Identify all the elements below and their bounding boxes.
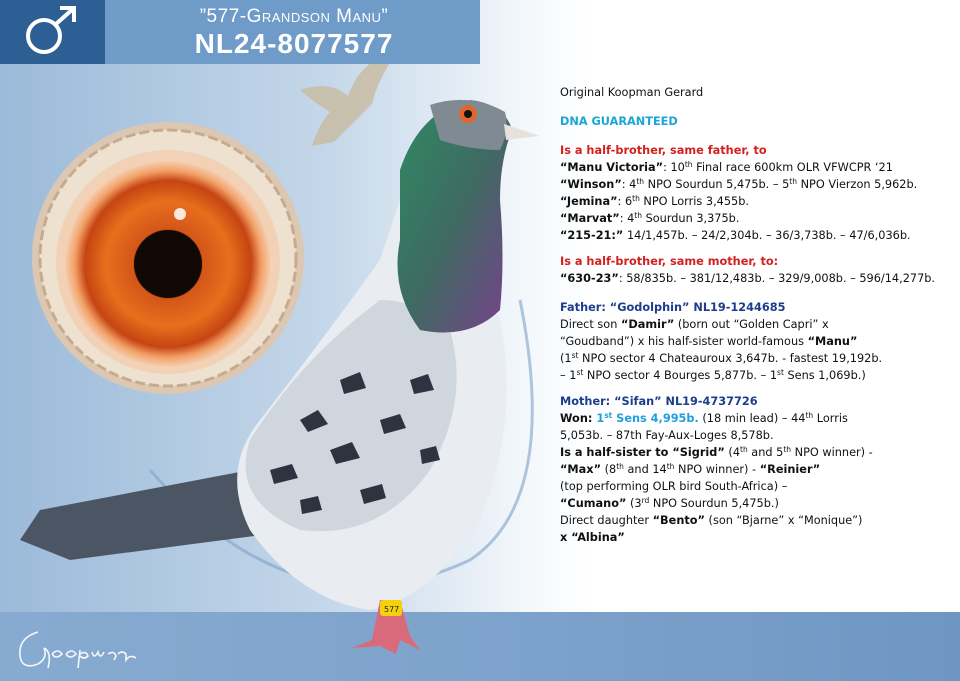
svg-text:577: 577 (384, 605, 400, 614)
pigeon-eye-image (32, 122, 304, 394)
father-line: (1st NPO sector 4 Chateauroux 3,647b. - fastest 19,192b. (560, 351, 883, 365)
sibling-row: “215-21:” 14/1,457b. – 24/2,304b. – 36/3,738b. – 47/6,036b. (560, 229, 911, 242)
father-line: – 1st NPO sector 4 Bourges 5,877b. – 1st Sens 1,069b.) (560, 368, 866, 382)
mother-line: x “Albina” (560, 531, 625, 544)
title-banner (0, 0, 480, 64)
mother-line: Won: 1st Sens 4,995b. (18 min lead) – 44th Lorris (560, 411, 848, 425)
father-line: Direct son “Damir” (born out “Golden Capri” x (560, 318, 829, 331)
pedigree-text (560, 84, 952, 546)
pigeon-name: ”577-Grandson Manu” (199, 6, 389, 27)
breeder-line: Original Koopman Gerard (560, 86, 704, 99)
sibling-row: “Winson”: 4th NPO Sourdun 5,475b. – 5th NPO Vierzon 5,962b. (560, 177, 918, 191)
koopman-signature (8, 618, 148, 676)
sibling-row: “Jemina”: 6th NPO Lorris 3,455b. (560, 194, 749, 208)
sibling-row: “Manu Victoria”: 10th Final race 600km OLR VFWCPR ‘21 (560, 160, 893, 174)
dna-badge: DNA GUARANTEED (560, 115, 678, 128)
male-symbol-icon (18, 4, 88, 60)
mother-heading: Mother: “Sifan” NL19-4737726 (560, 395, 758, 408)
mother-line: Direct daughter “Bento” (son “Bjarne” x “Monique”) (560, 514, 863, 527)
half-brother-father-heading: Is a half-brother, same father, to (560, 144, 767, 157)
half-brother-mother-heading: Is a half-brother, same mother, to: (560, 255, 779, 268)
mother-line: Is a half-sister to “Sigrid” (4th and 5th NPO winner) - (560, 445, 873, 459)
mother-line: “Cumano” (3rd NPO Sourdun 5,475b.) (560, 496, 779, 510)
father-line: “Goudband”) x his half-sister world-famous “Manu” (560, 335, 858, 348)
mother-line: “Max” (8th and 14th NPO winner) - “Reinier” (560, 462, 821, 476)
father-heading: Father: “Godolphin” NL19-1244685 (560, 301, 786, 314)
sibling-row: “630-23”: 58/835b. – 381/12,483b. – 329/9,008b. – 596/14,277b. (560, 272, 936, 285)
ring-number: NL24-8077577 (194, 28, 394, 59)
sibling-row: “Marvat”: 4th Sourdun 3,375b. (560, 211, 740, 225)
mother-line: (top performing OLR bird South-Africa) – (560, 480, 788, 493)
mother-line: 5,053b. – 87th Fay-Aux-Loges 8,578b. (560, 429, 774, 442)
